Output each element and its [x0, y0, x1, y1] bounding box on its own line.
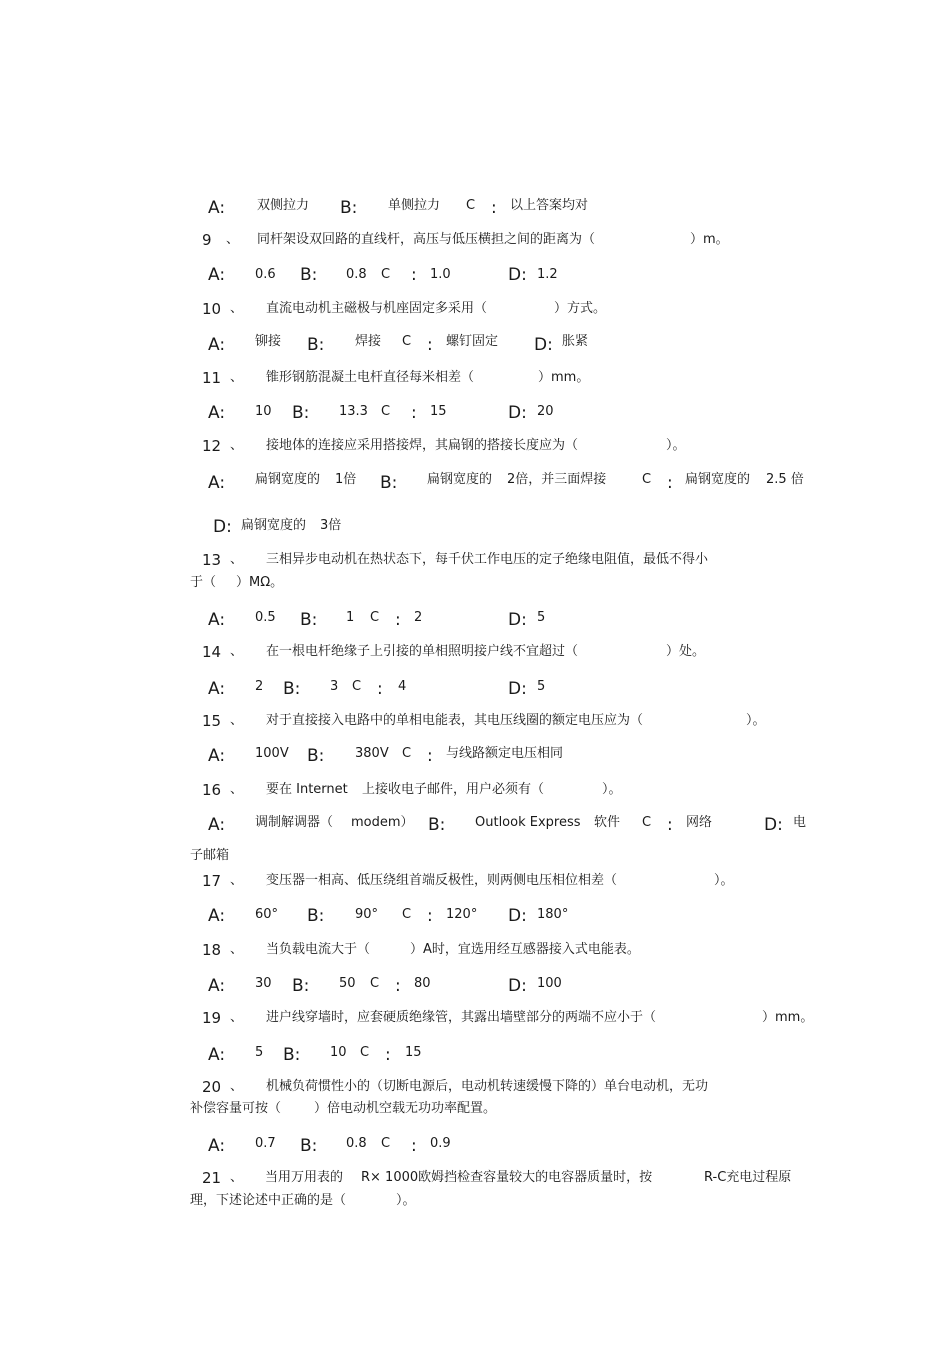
question-stem: 变压器一相高、低压绕组首端反极性，则两侧电压相位相差（ — [266, 873, 618, 888]
option-b-text: 0.8 — [346, 267, 367, 282]
question-stem: 要在 Internet — [266, 782, 348, 797]
option-c-text: 15 — [430, 404, 447, 419]
question-number: 16 — [202, 781, 222, 799]
question-stem-continued: 于（ — [190, 575, 217, 590]
option-c-text: 80 — [414, 976, 431, 991]
option-a-label: A: — [208, 198, 226, 218]
option-c-colon: : — [395, 976, 401, 996]
option-a-label: A: — [208, 473, 226, 493]
option-c-label: C — [402, 907, 412, 922]
question-number: 12 — [202, 437, 222, 455]
option-b-text: 0.8 — [346, 1136, 367, 1151]
question-stem: 三相异步电动机在热状态下，每千伏工作电压的定子绝缘电阻值，最低不得小 — [266, 552, 709, 567]
option-b-text: 1 — [346, 610, 355, 625]
option-d-text: 电 — [793, 815, 807, 830]
question-stem: 锥形钢筋混凝土电杆直径每米相差（ — [266, 370, 475, 385]
option-a-text: 扁钢宽度的 — [255, 472, 321, 487]
option-c-colon: : — [427, 335, 433, 355]
question-stem: 接地体的连接应采用搭接焊，其扁钢的搭接长度应为（ — [266, 438, 579, 453]
question-number: 20 — [202, 1078, 222, 1096]
question-stem-end: ）方式。 — [554, 301, 607, 316]
option-b-text: 13.3 — [339, 404, 368, 419]
option-d-text: 5 — [537, 610, 546, 625]
option-c-text: 网络 — [686, 815, 713, 830]
option-a-text: 铆接 — [255, 334, 282, 349]
option-b-label: B: — [307, 335, 325, 355]
option-b-label: B: — [300, 265, 318, 285]
question-separator: 、 — [230, 1079, 244, 1094]
question-stem-end: ）。 — [714, 873, 734, 888]
option-c-text: 4 — [398, 679, 407, 694]
option-c-colon: : — [667, 815, 673, 835]
option-a-label: A: — [208, 746, 226, 766]
option-c-colon: : — [395, 610, 401, 630]
question-separator: 、 — [230, 552, 244, 567]
option-a-text: 30 — [255, 976, 272, 991]
question-stem-continued: 上接收电子邮件，用户必须有（ — [362, 782, 545, 797]
question-stem-end: ）处。 — [666, 644, 706, 659]
option-d-label: D: — [508, 906, 527, 926]
option-b-text-2: 2倍，并三面焊接 — [507, 472, 607, 487]
question-separator: 、 — [230, 873, 244, 888]
option-d-label: D: — [508, 403, 527, 423]
option-a-label: A: — [208, 815, 226, 835]
option-c-colon: : — [491, 198, 497, 218]
question-stem-end: ）mm。 — [538, 370, 590, 385]
question-separator: 、 — [230, 370, 244, 385]
question-stem: 对于直接接入电路中的单相电能表，其电压线圈的额定电压应为（ — [266, 713, 644, 728]
option-c-colon: : — [411, 403, 417, 423]
option-c-text: 2 — [414, 610, 423, 625]
option-c-text: 0.9 — [430, 1136, 451, 1151]
question-number: 10 — [202, 300, 222, 318]
question-number: 17 — [202, 872, 222, 890]
option-c-text: 螺钉固定 — [446, 334, 499, 349]
option-c-label: C — [352, 679, 362, 694]
option-b-label: B: — [340, 198, 358, 218]
option-d-label: D: — [508, 265, 527, 285]
option-b-label: B: — [300, 610, 318, 630]
question-number: 14 — [202, 643, 222, 661]
option-c-label: C — [402, 746, 412, 761]
option-c-label: C — [402, 334, 412, 349]
question-stem: 同杆架设双回路的直线杆，高压与低压横担之间的距离为（ — [257, 232, 596, 247]
option-a-text: 0.5 — [255, 610, 276, 625]
question-stem-end: ）m。 — [690, 232, 729, 247]
option-c-colon: : — [667, 473, 673, 493]
question-separator: 、 — [230, 438, 244, 453]
question-stem: 当负载电流大于（ — [266, 942, 371, 957]
option-b-label: B: — [380, 473, 398, 493]
option-c-text-2: 2.5 倍 — [766, 472, 804, 487]
option-a-label: A: — [208, 679, 226, 699]
question-number: 15 — [202, 712, 222, 730]
option-c-text: 1.0 — [430, 267, 451, 282]
option-a-label: A: — [208, 403, 226, 423]
option-b-text: 50 — [339, 976, 356, 991]
question-number: 21 — [202, 1169, 222, 1187]
question-number: 18 — [202, 941, 222, 959]
option-d-label: D: — [508, 679, 527, 699]
option-c-text: 扁钢宽度的 — [685, 472, 751, 487]
option-b-label: B: — [300, 1136, 318, 1156]
option-b-label: B: — [292, 976, 310, 996]
option-b-text: 焊接 — [355, 334, 382, 349]
question-separator: 、 — [230, 644, 244, 659]
question-stem-end: ）倍电动机空载无功功率配置。 — [314, 1101, 497, 1116]
option-c-colon: : — [427, 906, 433, 926]
option-b-text: 3 — [330, 679, 339, 694]
option-b-text: 10 — [330, 1045, 347, 1060]
question-number: 11 — [202, 369, 222, 387]
option-d-label: D: — [508, 976, 527, 996]
option-b-label: B: — [283, 679, 301, 699]
question-stem-end: ）。 — [746, 713, 766, 728]
option-b-label: B: — [307, 746, 325, 766]
option-c-text: 120° — [446, 907, 478, 922]
option-c-label: C — [381, 1136, 391, 1151]
question-stem-end: ）A时，宜选用经互感器接入式电能表。 — [410, 942, 640, 957]
option-b-label: B: — [428, 815, 446, 835]
option-a-text: 调制解调器（ — [255, 815, 334, 830]
question-stem-end: ）mm。 — [762, 1010, 814, 1025]
option-c-label: C — [370, 610, 380, 625]
option-c-colon: : — [427, 746, 433, 766]
question-number: 13 — [202, 551, 222, 569]
option-c-label: C — [360, 1045, 370, 1060]
option-a-label: A: — [208, 610, 226, 630]
option-a-text: 100V — [255, 746, 289, 761]
option-d-text-2: 3倍 — [320, 518, 342, 533]
option-a-label: A: — [208, 906, 226, 926]
option-c-label: C — [370, 976, 380, 991]
option-c-colon: : — [385, 1045, 391, 1065]
option-b-text: 90° — [355, 907, 379, 922]
option-b-text: 扁钢宽度的 — [427, 472, 493, 487]
option-a-text: 2 — [255, 679, 264, 694]
option-b-text: Outlook Express — [475, 815, 581, 830]
option-d-text: 1.2 — [537, 267, 558, 282]
option-c-colon: : — [411, 265, 417, 285]
option-a-label: A: — [208, 976, 226, 996]
option-a-label: A: — [208, 1045, 226, 1065]
option-d-label: D: — [764, 815, 783, 835]
question-stem: 当用万用表的 — [265, 1170, 344, 1185]
option-a-text: 0.6 — [255, 267, 276, 282]
option-c-colon: : — [411, 1136, 417, 1156]
question-stem-end: ）。 — [602, 782, 622, 797]
option-b-label: B: — [283, 1045, 301, 1065]
question-separator: 、 — [230, 782, 244, 797]
option-a-text: 5 — [255, 1045, 264, 1060]
option-d-label: D: — [534, 335, 553, 355]
question-separator: 、 — [230, 1010, 244, 1025]
question-stem-end: ）。 — [396, 1193, 416, 1208]
option-a-label: A: — [208, 1136, 226, 1156]
question-number: 9 — [202, 231, 212, 249]
option-a-text: 60° — [255, 907, 279, 922]
question-stem: 机械负荷惯性小的（切断电源后，电动机转速缓慢下降的）单台电动机，无功 — [266, 1079, 709, 1094]
option-c-text: 与线路额定电压相同 — [446, 746, 564, 761]
question-separator: 、 — [230, 942, 244, 957]
question-stem-continued: R× 1000欧姆挡检查容量较大的电容器质量时，按 — [361, 1170, 653, 1185]
option-b-text: 单侧拉力 — [388, 198, 441, 213]
option-c-label: C — [466, 198, 476, 213]
option-d-text: 180° — [537, 907, 569, 922]
option-d-label: D: — [508, 610, 527, 630]
question-stem-end: ）。 — [666, 438, 686, 453]
option-c-label: C — [642, 472, 652, 487]
option-d-text: 20 — [537, 404, 554, 419]
option-a-text-2: modem） — [351, 815, 414, 830]
option-b-text-2: 软件 — [594, 815, 621, 830]
question-separator: 、 — [230, 713, 244, 728]
option-a-label: A: — [208, 265, 226, 285]
question-separator: 、 — [230, 1170, 244, 1185]
question-stem-continued: 补偿容量可按（ — [190, 1101, 282, 1116]
question-stem-end: ）MΩ。 — [236, 575, 284, 590]
question-stem: 直流电动机主磁极与机座固定多采用（ — [266, 301, 488, 316]
question-number: 19 — [202, 1009, 222, 1027]
question-stem: 进户线穿墙时，应套硬质绝缘管，其露出墙壁部分的两端不应小于（ — [266, 1010, 657, 1025]
question-separator: 、 — [230, 301, 244, 316]
option-b-text: 380V — [355, 746, 389, 761]
option-a-label: A: — [208, 335, 226, 355]
option-c-label: C — [642, 815, 652, 830]
option-b-label: B: — [307, 906, 325, 926]
option-d-text: 胀紧 — [562, 334, 589, 349]
option-a-text: 0.7 — [255, 1136, 276, 1151]
option-d-label: D: — [213, 517, 232, 537]
option-c-label: C — [381, 267, 391, 282]
option-b-label: B: — [292, 403, 310, 423]
option-a-text: 10 — [255, 404, 272, 419]
option-d-text: 100 — [537, 976, 562, 991]
option-c-colon: : — [377, 679, 383, 699]
question-separator: 、 — [226, 232, 240, 247]
question-stem-line-2: 理，下述论述中正确的是（ — [190, 1193, 347, 1208]
option-a-text-2: 1倍 — [335, 472, 357, 487]
option-d-text: 扁钢宽度的 — [241, 518, 307, 533]
option-c-text: 15 — [405, 1045, 422, 1060]
option-c-text: 以上答案均对 — [510, 198, 589, 213]
question-stem: 在一根电杆绝缘子上引接的单相照明接户线不宜超过（ — [266, 644, 579, 659]
option-c-label: C — [381, 404, 391, 419]
option-d-text: 5 — [537, 679, 546, 694]
option-a-text: 双侧拉力 — [257, 198, 310, 213]
option-d-text-continued: 子邮箱 — [190, 848, 230, 863]
question-stem-continued-2: R-C充电过程原 — [704, 1170, 792, 1185]
